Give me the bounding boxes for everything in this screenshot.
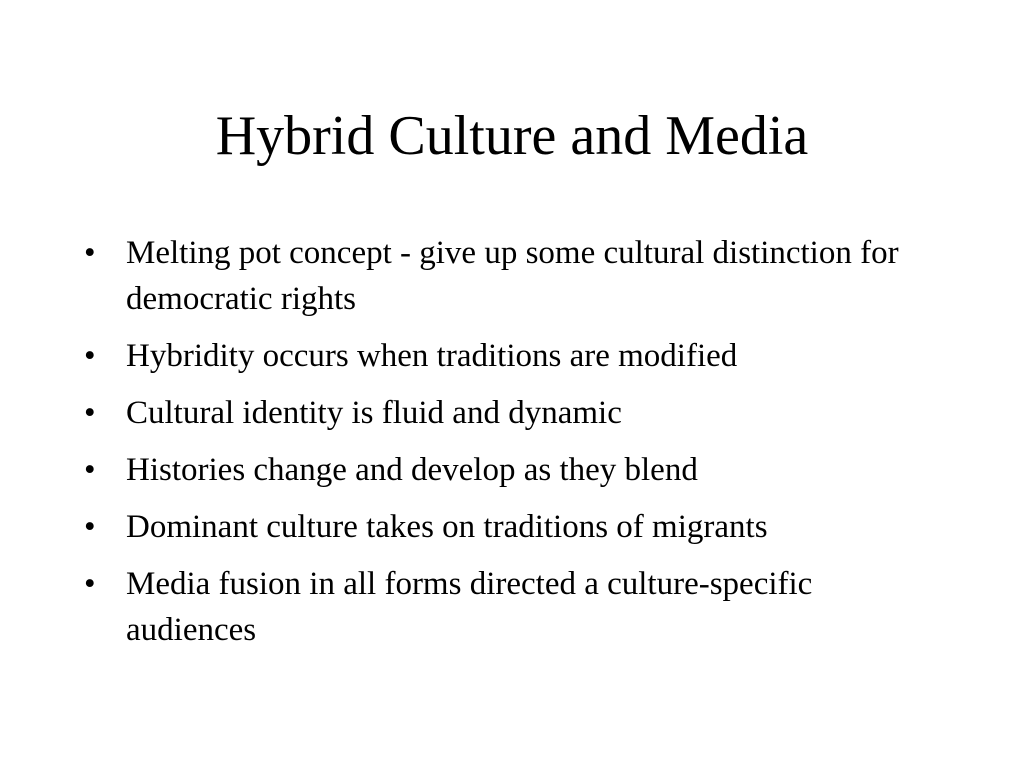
bullet-item <box>84 504 944 550</box>
bullet-point-icon: • <box>84 395 96 431</box>
bullet-point-icon: • <box>84 509 96 545</box>
bullet-item <box>84 230 944 322</box>
bullet-text: Cultural identity is fluid and dynamic <box>126 395 622 431</box>
bullet-item <box>84 333 944 379</box>
bullet-point-icon: • <box>84 338 96 374</box>
bullet-item <box>84 447 944 493</box>
bullet-point-icon: • <box>84 566 96 602</box>
bullet-item <box>84 561 944 653</box>
bullet-list <box>84 230 944 664</box>
slide-title: Hybrid Culture and Media <box>215 105 809 167</box>
bullet-text: Melting pot concept - give up some cultural distinction for democratic rights <box>126 235 899 317</box>
bullet-text: Media fusion in all forms directed a culture-specific audiences <box>126 566 813 648</box>
bullet-text: Histories change and develop as they blend <box>126 452 698 488</box>
bullet-point-icon: • <box>84 235 96 271</box>
bullet-text: Hybridity occurs when traditions are modified <box>126 338 738 374</box>
bullet-item <box>84 390 944 436</box>
bullet-text: Dominant culture takes on traditions of migrants <box>126 509 768 545</box>
bullet-point-icon: • <box>84 452 96 488</box>
